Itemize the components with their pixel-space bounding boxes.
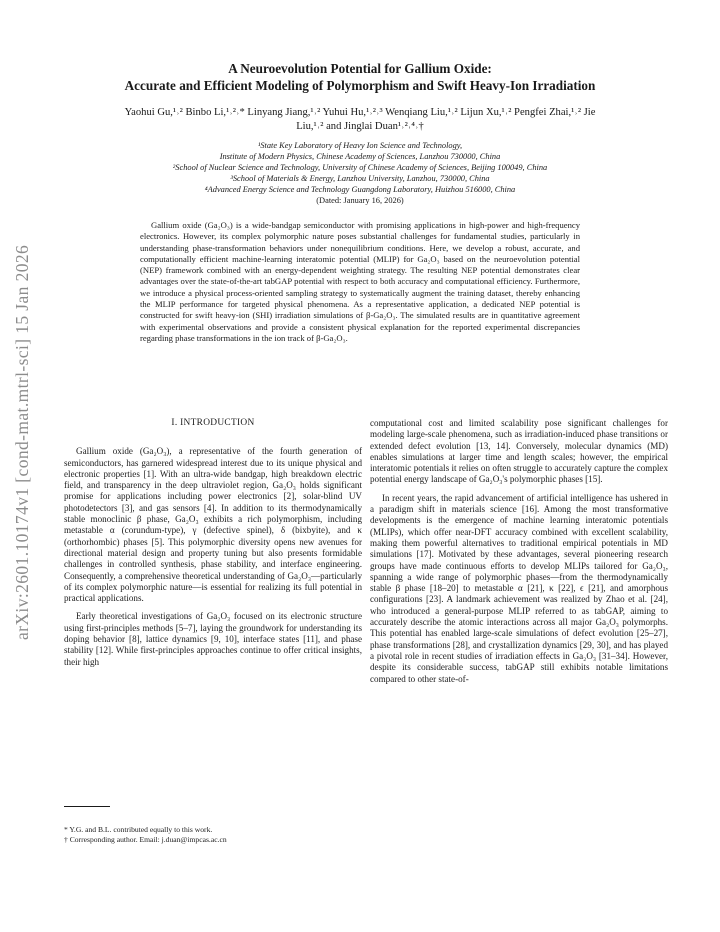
- left-column: [64, 418, 362, 668]
- paragraph: Gallium oxide (Ga₂O₃), a representative of the fourth generation of semiconductors, has garnered widespread interest due to its unique physical and electronic properties [1]. With an ultra-wide bandgap, high breakdown electric field, and transparency in the deep ultraviolet region, Ga₂O₃ holds significant promise for applications including power electronics [2], solar-blind UV photodetectors [3], and gas sensors [4]. In addition to its thermodynamically stable monoclinic β phase, Ga₂O₃ exhibits a rich polymorphism, including metastable α (corundum-type), γ (defective spinel), δ (bixbyite), and κ (orthorhombic) phases [5]. This polymorphic diversity opens new avenues for directional material design and property tuning but also presents formidable challenges in controlled synthesis, phase stability, and interface engineering. Consequently, a comprehensive theoretical understanding of Ga₂O₃—particularly of its complex polymorphic nature—is essential for realizing its full potential in practical applications.: [64, 446, 362, 604]
- footnote-rule: [64, 806, 110, 807]
- dated-line: (Dated: January 16, 2026): [316, 196, 404, 205]
- footnotes: [64, 825, 362, 845]
- right-column: [370, 418, 668, 685]
- title-line-1: A Neuroevolution Potential for Gallium Oxide:: [228, 61, 492, 76]
- title-line-2: Accurate and Efficient Modeling of Polymorphism and Swift Heavy-Ion Irradiation: [124, 78, 596, 93]
- affiliation-line: ²School of Nuclear Science and Technology, University of Chinese Academy of Sciences, Beijing 100049, China: [172, 163, 548, 172]
- author-list: Yaohui Gu,¹˒² Binbo Li,¹˒²˒* Linyang Jiang,¹˒² Yuhui Hu,¹˒²˒³ Wenqiang Liu,¹˒² Lijun Xu,¹˒² Pengfei Zhai,¹˒² Jie Liu,¹˒² and Jinglai Duan¹˒²˒⁴˒†: [124, 107, 596, 132]
- paper-title: [60, 60, 660, 94]
- affiliation-line: ³School of Materials & Energy, Lanzhou University, Lanzhou, 730000, China: [230, 174, 490, 183]
- affiliations: [70, 140, 650, 206]
- affiliation-line: Institute of Modern Physics, Chinese Academy of Sciences, Lanzhou 730000, China: [219, 152, 501, 161]
- arxiv-identifier[interactable]: arXiv:2601.10174v1 [cond-mat.mtrl-sci] 15 Jan 2026: [12, 244, 32, 640]
- footnote-email[interactable]: † Corresponding author. Email: j.duan@impcas.ac.cn: [64, 835, 227, 844]
- paragraph: In recent years, the rapid advancement of artificial intelligence has ushered in a paradigm shift in materials science [16]. Among the most transformative developments is the emergence of machine learning interatomic potentials (MLIPs), which offer near-DFT accuracy combined with excellent scalability, making them powerful alternatives to traditional empirical potentials in MD simulations [17]. Motivated by these advantages, several pioneering research groups have made continuous efforts to develop MLIPs tailored for Ga₂O₃, spanning a wide range of polymorphic phases—from the thermodynamically stable β phase [18–20] to metastable α [21], κ [22], ϵ [21], and amorphous configurations [23]. A landmark achievement was realized by Zhao et al. [24], who introduced a general-purpose MLIP referred to as tabGAP, aiming to accurately describe the atomic interactions across all major Ga₂O₃ polymorphs. This potential has enabled large-scale simulations of defect evolution [25–27], phase transformations [28], and crystallization dynamics [29, 30], and has played a pivotal role in recent studies of irradiation effects in Ga₂O₃ [31–34]. However, despite its considerable success, tabGAP still exhibits notable limitations compared to other state-of-: [370, 492, 668, 684]
- abstract: Gallium oxide (Ga₂O₃) is a wide-bandgap semiconductor with promising applications in high-power and high-frequency electronics. However, its complex polymorphic nature poses substantial challenges for fundamental studies, particularly in understanding phase-transformation behaviors under nonequilibrium conditions. Here, we develop a robust, accurate, and computationally efficient machine-learning interatomic potential (MLIP) for Ga₂O₃ based on the neuroevolution potential (NEP) framework combined with an energy-dependent weighting strategy. The resulting NEP potential demonstrates clear advantages over the state-of-the-art tabGAP potential with respect to both accuracy and computational efficiency. Furthermore, we introduce a physical process-oriented sampling strategy to systematically augment the training dataset, thereby enhancing the MLIP performance for targeted physical phenomena. As a representative application, a dedicated NEP potential is constructed for swift heavy-ion (SHI) irradiation simulations of β-Ga₂O₃. The simulated results are in quantitative agreement with experimental observations and provide a consistent physical explanation for the reported experimental discrepancies regarding phase transformations in the ion track of β-Ga₂O₃.: [140, 220, 580, 343]
- affiliation-line: ¹State Key Laboratory of Heavy Ion Science and Technology,: [257, 141, 463, 150]
- paragraph: Early theoretical investigations of Ga₂O₃ focused on its electronic structure using first-principles methods [5–7], laying the groundwork for understanding its doping behavior [8], lattice dynamics [9, 10], interface states [11], and phase stability [12]. While first-principles approaches continue to offer critical insights, their high: [64, 611, 362, 667]
- affiliation-line: ⁴Advanced Energy Science and Technology Guangdong Laboratory, Huizhou 516000, China: [204, 185, 516, 194]
- section-heading: I. INTRODUCTION: [171, 418, 255, 428]
- footnote: * Y.G. and B.L. contributed equally to this work.: [64, 825, 213, 834]
- paragraph: computational cost and limited scalability pose significant challenges for modeling large-scale phenomena, such as irradiation-induced phase transitions or extended defect evolution [13, 14]. Conversely, molecular dynamics (MD) enables simulations at larger time and length scales; however, the empirical interatomic potentials it relies on often struggle to accurately capture the complex potential energy landscape of Ga₂O₃'s polymorphic phases [15].: [370, 418, 668, 485]
